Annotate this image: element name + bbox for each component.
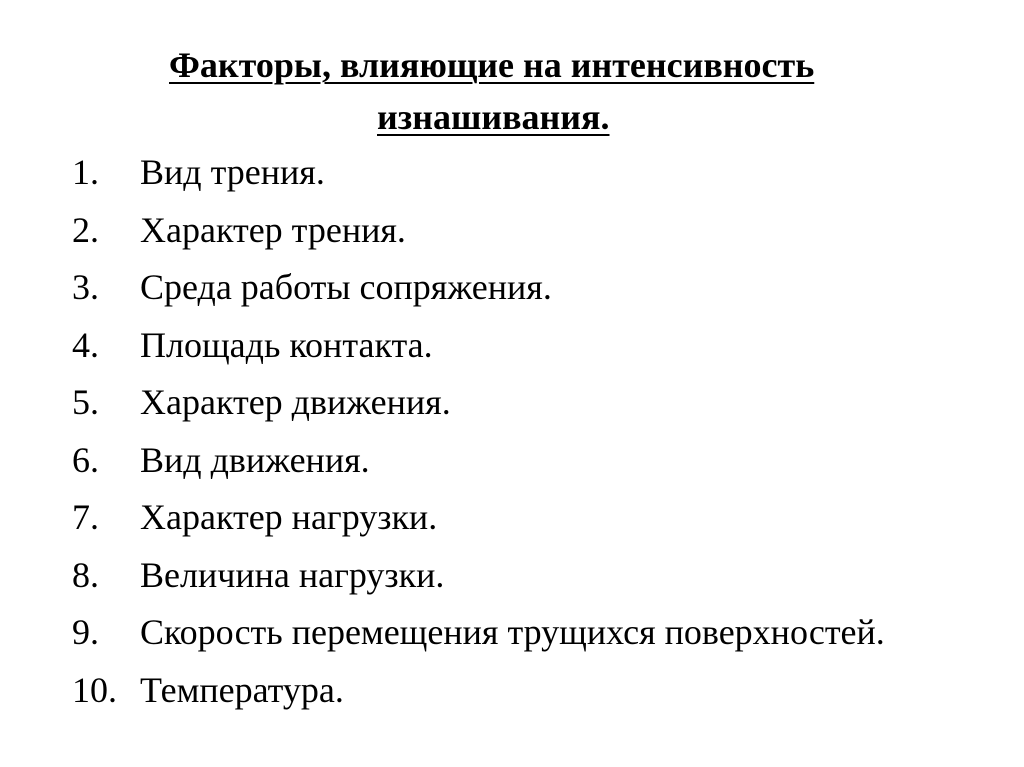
factor-text: Площадь контакта.	[140, 324, 433, 365]
factor-item-1	[72, 147, 885, 205]
factor-item-6	[72, 435, 885, 493]
factor-item-2	[72, 205, 885, 263]
factor-number: 4.	[72, 324, 99, 365]
factor-number: 10.	[72, 669, 117, 710]
factor-text: Температура.	[140, 669, 344, 710]
factor-item-5	[72, 377, 885, 435]
factor-item-3	[72, 262, 885, 320]
factor-item-7	[72, 492, 885, 550]
factor-text: Вид трения.	[140, 152, 325, 192]
factor-text: Характер трения.	[140, 209, 406, 250]
factor-number: 3.	[72, 267, 99, 307]
factor-text: Характер нагрузки.	[140, 497, 438, 537]
factor-text: Вид движения.	[140, 439, 370, 480]
factor-text: Среда работы сопряжения.	[140, 267, 552, 307]
factor-number: 7.	[72, 497, 99, 537]
factor-text: Скорость перемещения трущихся поверхностей.	[140, 612, 885, 652]
factor-number: 1.	[72, 152, 99, 192]
slide-title-line-1: Факторы, влияющие на интенсивность	[169, 45, 815, 85]
factor-text: Величина нагрузки.	[140, 554, 445, 595]
factor-number: 9.	[72, 612, 99, 652]
factor-number: 8.	[72, 554, 99, 595]
factor-number: 6.	[72, 439, 99, 480]
factor-number: 2.	[72, 209, 99, 250]
factor-item-10	[72, 665, 885, 723]
factor-list	[72, 147, 885, 722]
factor-item-8	[72, 550, 885, 608]
factor-item-9	[72, 607, 885, 665]
slide-title-line-2: изнашивания.	[377, 97, 610, 137]
factor-text: Характер движения.	[140, 382, 451, 422]
factor-item-4	[72, 320, 885, 378]
factor-number: 5.	[72, 382, 99, 422]
